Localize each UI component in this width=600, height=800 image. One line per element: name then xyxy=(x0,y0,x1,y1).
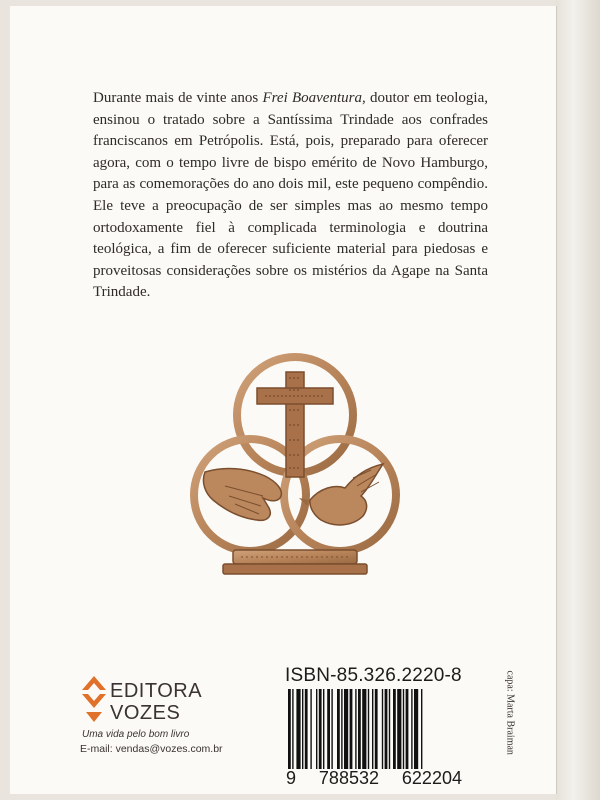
barcode-digits xyxy=(286,768,462,789)
barcode-bar xyxy=(316,689,317,769)
barcode-digit-group: 9 xyxy=(286,768,297,788)
barcode-bar xyxy=(344,689,348,769)
publisher-name-line2: VOZES xyxy=(110,702,181,724)
barcode-bar xyxy=(393,689,396,769)
publisher-logo xyxy=(80,672,280,752)
barcode-bar xyxy=(323,689,324,769)
barcode-bar xyxy=(302,689,303,769)
barcode-bar xyxy=(368,689,369,769)
cover-credit: capa: Marta Braiman xyxy=(504,670,516,755)
isbn-label: ISBN-85.326.2220-8 xyxy=(285,665,462,686)
barcode-bar xyxy=(389,689,390,769)
barcode-bar xyxy=(341,689,342,769)
book-spine xyxy=(556,0,600,800)
blurb-body: , doutor em teologia, ensinou o tratado sobre a Santíssima Trindade aos confrades franciscanos em Petrópolis. Está, pois, preparado para oferecer agora, com o tempo livre de bispo emérito de Novo Hamburgo, para as comemorações do ano dois mil, este pequeno compêndio. Ele teve a preocupação de ser simples mas ao mesmo tempo ortodoxamente fiel à complicada terminologia e doutrina teológica, a fim de oferecer suficiente material para piedosas e proveitosas considerações sobre os mistérios da Agape na Santa Trindade. xyxy=(93,90,488,301)
barcode-bar xyxy=(337,689,340,769)
publisher-tagline: Uma vida pelo bom livro xyxy=(82,729,190,740)
barcode-bar xyxy=(358,689,361,769)
trinity-emblem-image xyxy=(185,350,405,590)
barcode-bar xyxy=(406,689,409,769)
barcode-bar xyxy=(350,689,353,769)
barcode-bar xyxy=(403,689,404,769)
barcode-bar xyxy=(288,689,291,769)
barcode-bar xyxy=(411,689,412,769)
barcode-bar xyxy=(319,689,322,769)
barcode-bar xyxy=(331,689,332,769)
barcode-bar xyxy=(355,689,356,769)
hand-icon xyxy=(203,469,281,521)
barcode-bar xyxy=(362,689,366,769)
barcode-bar xyxy=(310,689,311,769)
barcode-bar xyxy=(421,689,422,769)
barcode-bar xyxy=(414,689,418,769)
barcode-bar xyxy=(305,689,308,769)
barcode-bar xyxy=(397,689,401,769)
barcode-digit-group: 788532 xyxy=(318,768,379,788)
barcode-bar xyxy=(375,689,378,769)
barcode-bar xyxy=(382,689,383,769)
barcode-bar xyxy=(385,689,388,769)
blurb-intro: Durante mais de vinte anos xyxy=(93,90,263,106)
barcode-bar xyxy=(296,689,300,769)
wooden-base xyxy=(223,550,367,574)
publisher-email: E-mail: vendas@vozes.com.br xyxy=(80,743,223,755)
barcode-digit-group: 622204 xyxy=(401,768,462,788)
barcode-bar xyxy=(372,689,373,769)
barcode-image xyxy=(288,689,458,769)
blurb-author: Frei Boaventura xyxy=(262,90,362,106)
barcode-bar xyxy=(327,689,330,769)
vozes-logo-icon xyxy=(80,674,108,724)
blurb-text xyxy=(93,88,488,304)
publisher-name-line1: EDITORA xyxy=(110,680,203,702)
barcode-bar xyxy=(292,689,293,769)
cross-icon xyxy=(257,372,333,477)
